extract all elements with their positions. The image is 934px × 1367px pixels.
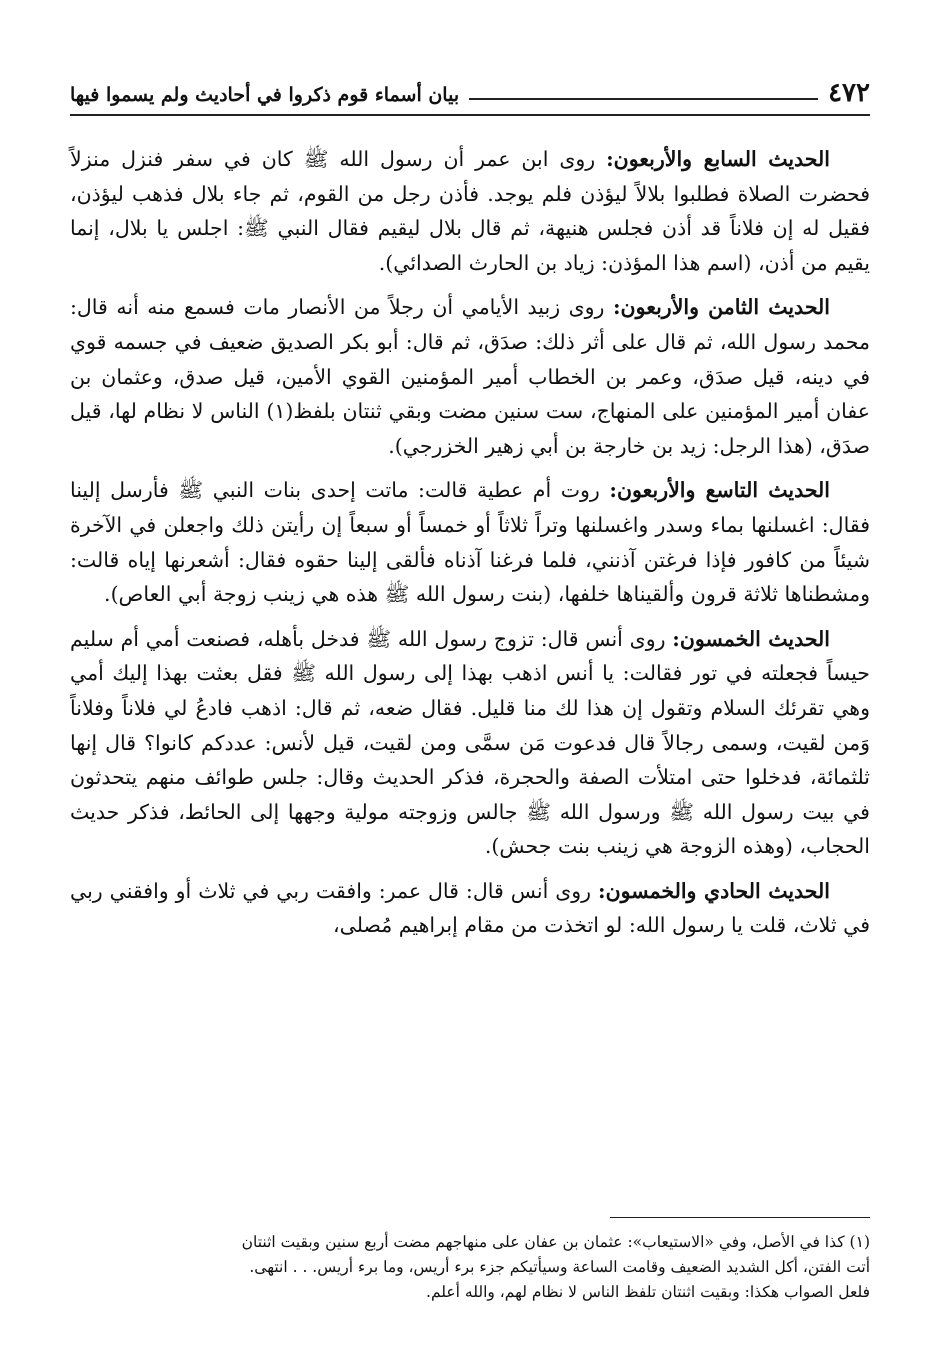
hadith-text: روى أنس قال: قال عمر: وافقت ربي في ثلاث أو وافقني ربي في ثلاث، قلت يا رسول الله: لو اتخذت من مقام إبراهيم مُصلى،	[70, 878, 870, 938]
hadith-49	[70, 473, 870, 611]
hadith-50	[70, 622, 870, 864]
footnotes	[70, 1230, 870, 1305]
footnote-line: أتت الفتن، أكل الشديد الضعيف وقامت الساعة وسيأتيكم جزء برء أريس، وما برء أريس. . . انتهى.	[249, 1258, 870, 1276]
footnote-line: فلعل الصواب هكذا: وبقيت اثنتان تلفظ الناس لا نظام لهم، والله أعلم.	[426, 1283, 870, 1301]
book-page	[70, 62, 870, 1342]
page-number: ٤٧٢	[828, 78, 870, 108]
hadith-47	[70, 142, 870, 280]
footnote-1	[70, 1230, 870, 1305]
hadith-51	[70, 874, 870, 943]
header-rule	[469, 98, 818, 100]
footnote-separator	[610, 1217, 870, 1218]
body-text	[70, 142, 870, 953]
hadith-text: روى ابن عمر أن رسول الله ﷺ كان في سفر فنزل منزلاً فحضرت الصلاة فطلبوا بلالاً ليؤذن فلم يوجد. فأذن رجل من القوم، ثم جاء بلال فذهب ليؤذن، فقيل له إن فلاناً قد أذن فجلس هنيهة، ثم قال بلال ليقيم فقال النبي ﷺ: اجلس يا بلال، إنما يقيم من أذن، (اسم هذا المؤذن: زياد بن الحارث الصدائي).	[70, 147, 870, 275]
hadith-title: الحديث الثامن والأربعون:	[612, 295, 830, 320]
hadith-text: روت أم عطية قالت: ماتت إحدى بنات النبي ﷺ فأرسل إلينا فقال: اغسلنها بماء وسدر واغسلنها وتراً ثلاثاً أو خمساً أو سبعاً إن رأيتن ذلك واجعلن في الآخرة شيئاً من كافور فإذا فرغتن آذنني، فلما فرغنا آذناه فألقى إلينا حقوه فقال: أشعرنها إياه قالت: ومشطناها ثلاثة قرون وألقيناها خلفها، (بنت رسول الله ﷺ هذه هي زينب زوجة أبي العاص).	[70, 478, 870, 607]
hadith-title: الحديث التاسع والأربعون:	[609, 478, 831, 503]
page-header	[70, 62, 870, 116]
hadith-title: الحديث السابع والأربعون:	[606, 147, 830, 171]
hadith-text: روى زبيد الأيامي أن رجلاً من الأنصار مات فسمع منه أنه قال: محمد رسول الله، ثم قال على أثر ذلك: صدَق، ثم قال: أبو بكر الصديق ضعيف في جسمه قوي في دينه، قيل صدَق، وعمر بن الخطاب أمير المؤمنين القوي الأمين، قيل صدق، وعثمان بن عفان أمير المؤمنين على المنهاج، ست سنين مضت وبقي ثنتان بلفظ(١) الناس لا نظام لها، قيل صدَق، (هذا الرجل: زيد بن خارجة بن أبي زهير الخزرجي).	[70, 295, 870, 458]
footnote-line: (١) كذا في الأصل، وفي «الاستيعاب»: عثمان بن عفان على منهاجهم مضت أربع سنين وبقيت اثنتان	[241, 1233, 870, 1251]
hadith-48	[70, 290, 870, 463]
hadith-title: الحديث الحادي والخمسون:	[598, 878, 830, 903]
hadith-text: روى أنس قال: تزوج رسول الله ﷺ فدخل بأهله، فصنعت أمي أم سليم حيساً فجعلته في تور فقالت: يا أنس اذهب بهذا إلى رسول الله ﷺ فقل بعثت بهذا إليك أمي وهي تقرئك السلام وتقول إن هذا لك منا قليل. فقال ضعه، ثم قال: اذهب فادعُ لي فلاناً وفلاناً وَمن لقيت، وسمى رجالاً قال فدعوت مَن سمَّى ومن لقيت، قيل لأنس: عددكم كانوا؟ قال إنها ثلثمائة، فدخلوا حتى امتلأت الصفة والحجرة، فذكر الحديث وقال: جلس طوائف منهم يتحدثون في بيت رسول الله ﷺ ورسول الله ﷺ جالس وزوجته مولية وجهها إلى الحائط، فذكر حديث الحجاب، (وهذه الزوجة هي زينب بنت جحش).	[70, 626, 870, 859]
running-title: بيان أسماء قوم ذكروا في أحاديث ولم يسموا فيها	[70, 84, 460, 106]
hadith-title: الحديث الخمسون:	[672, 626, 831, 651]
